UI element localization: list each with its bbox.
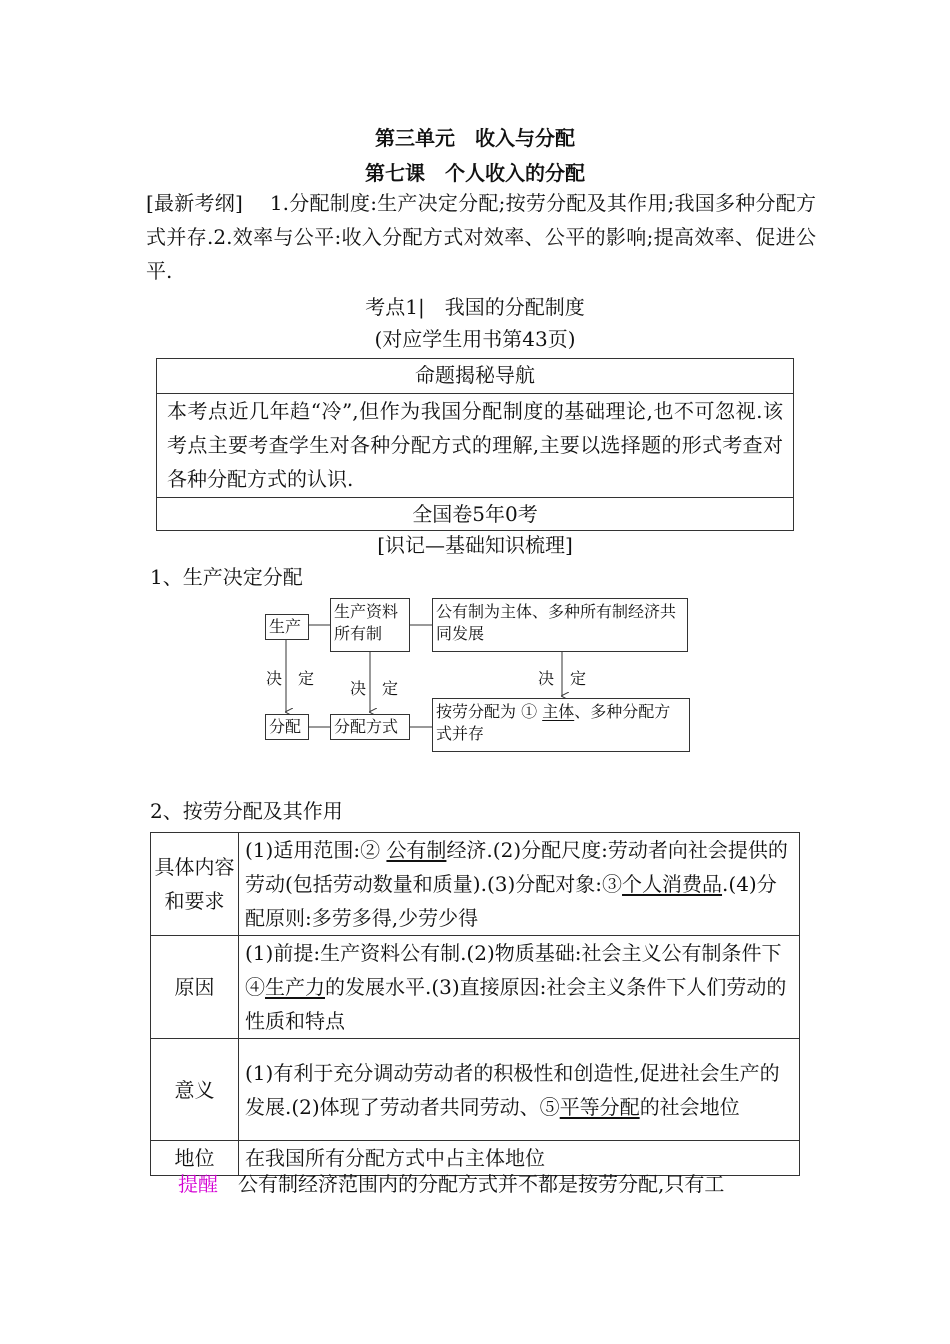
row-content [239, 833, 800, 936]
section-label: [识记—基础知识梳理] [377, 533, 573, 557]
row-content [239, 936, 800, 1039]
unit-title: 第三单元 收入与分配 [375, 126, 575, 150]
exam-nav-box [156, 358, 794, 531]
row-header: 意义 [151, 1039, 239, 1141]
content-text: .(4)分配原则:多劳多得,少劳少得 [245, 872, 777, 930]
content-text: 在我国所有分配方式中占主体地位 [245, 1146, 545, 1170]
distribution-system-box [432, 698, 690, 752]
blank-answer: 个人消费品 [622, 872, 723, 896]
production-distribution-diagram [262, 596, 694, 756]
table-row [151, 833, 800, 936]
nav-box-body: 本考点近几年趋“冷”,但作为我国分配制度的基础理论,也不可忽视.该考点主要考查学生对各种分配方式的理解,主要以选择题的形式考查对各种分配方式的认识. [157, 394, 793, 498]
decides-label-1: 决 定 [266, 669, 315, 688]
decides-label-3: 决 定 [538, 669, 587, 688]
blank-answer: 生产力 [265, 975, 325, 999]
content-text: 经济.(2)分配尺度:劳动者向社会提供的劳动(包括劳动数量和质量).(3)分配对象:③ [245, 838, 788, 896]
distribution-mode-box: 分配方式 [330, 714, 410, 740]
reminder-label: 提醒 [178, 1172, 218, 1196]
distribution-system-prefix: 按劳分配为 ① [436, 702, 543, 721]
ownership-box: 公有制为主体、多种所有制经济共同发展 [432, 598, 688, 652]
blank-answer-1: 主体 [542, 702, 575, 721]
content-text: 的社会地位 [639, 1094, 740, 1119]
reminder-text: 公有制经济范围内的分配方式并不都是按劳分配,只有工 [238, 1172, 725, 1196]
reminder-line [178, 1168, 724, 1200]
topic-title: 考点1| 我国的分配制度 [365, 295, 585, 319]
syllabus-text: [最新考纲] 1.分配制度:生产决定分配;按劳分配及其作用;我国多种分配方式并存.2.效率与公平:收入分配方式对效率、公平的影响;提高效率、促进公平. [146, 191, 816, 283]
distribution-system-suffix: 、多种分配方式并存 [436, 702, 671, 743]
table-body [151, 833, 800, 1176]
row-header: 原因 [151, 936, 239, 1039]
decides-label-2: 决 定 [350, 679, 399, 698]
row-content [239, 1039, 800, 1141]
distribution-box: 分配 [265, 714, 309, 740]
means-of-production-box: 生产资料所有制 [330, 598, 410, 652]
content-text: 的发展水平.(3)直接原因:社会主义条件下人们劳动的性质和特点 [245, 975, 787, 1033]
section1-heading: 1、生产决定分配 [150, 565, 303, 589]
row-header: 地位 [151, 1141, 239, 1176]
content-text: (1)适用范围:② [245, 838, 387, 862]
blank-answer: 公有制 [386, 838, 447, 862]
content-text: (1)前提:生产资料公有制.(2)物质基础:社会主义公有制条件下④ [245, 941, 782, 999]
table-row [151, 936, 800, 1039]
nav-box-header: 命题揭秘导航 [157, 359, 793, 394]
lesson-title: 第七课 个人收入的分配 [365, 161, 585, 185]
section2-heading: 2、按劳分配及其作用 [150, 799, 343, 823]
labor-distribution-table [150, 832, 800, 1176]
production-box: 生产 [265, 614, 309, 640]
blank-answer: 平等分配 [559, 1094, 640, 1119]
nav-box-footer: 全国卷5年0考 [412, 502, 538, 526]
page-reference: (对应学生用书第43页) [374, 327, 576, 351]
row-header: 具体内容 和要求 [151, 833, 239, 936]
table-row [151, 1039, 800, 1141]
content-text: (1)有利于充分调动劳动者的积极性和创造性,促进社会生产的发展.(2)体现了劳动者共同劳动、⑤ [245, 1060, 780, 1119]
